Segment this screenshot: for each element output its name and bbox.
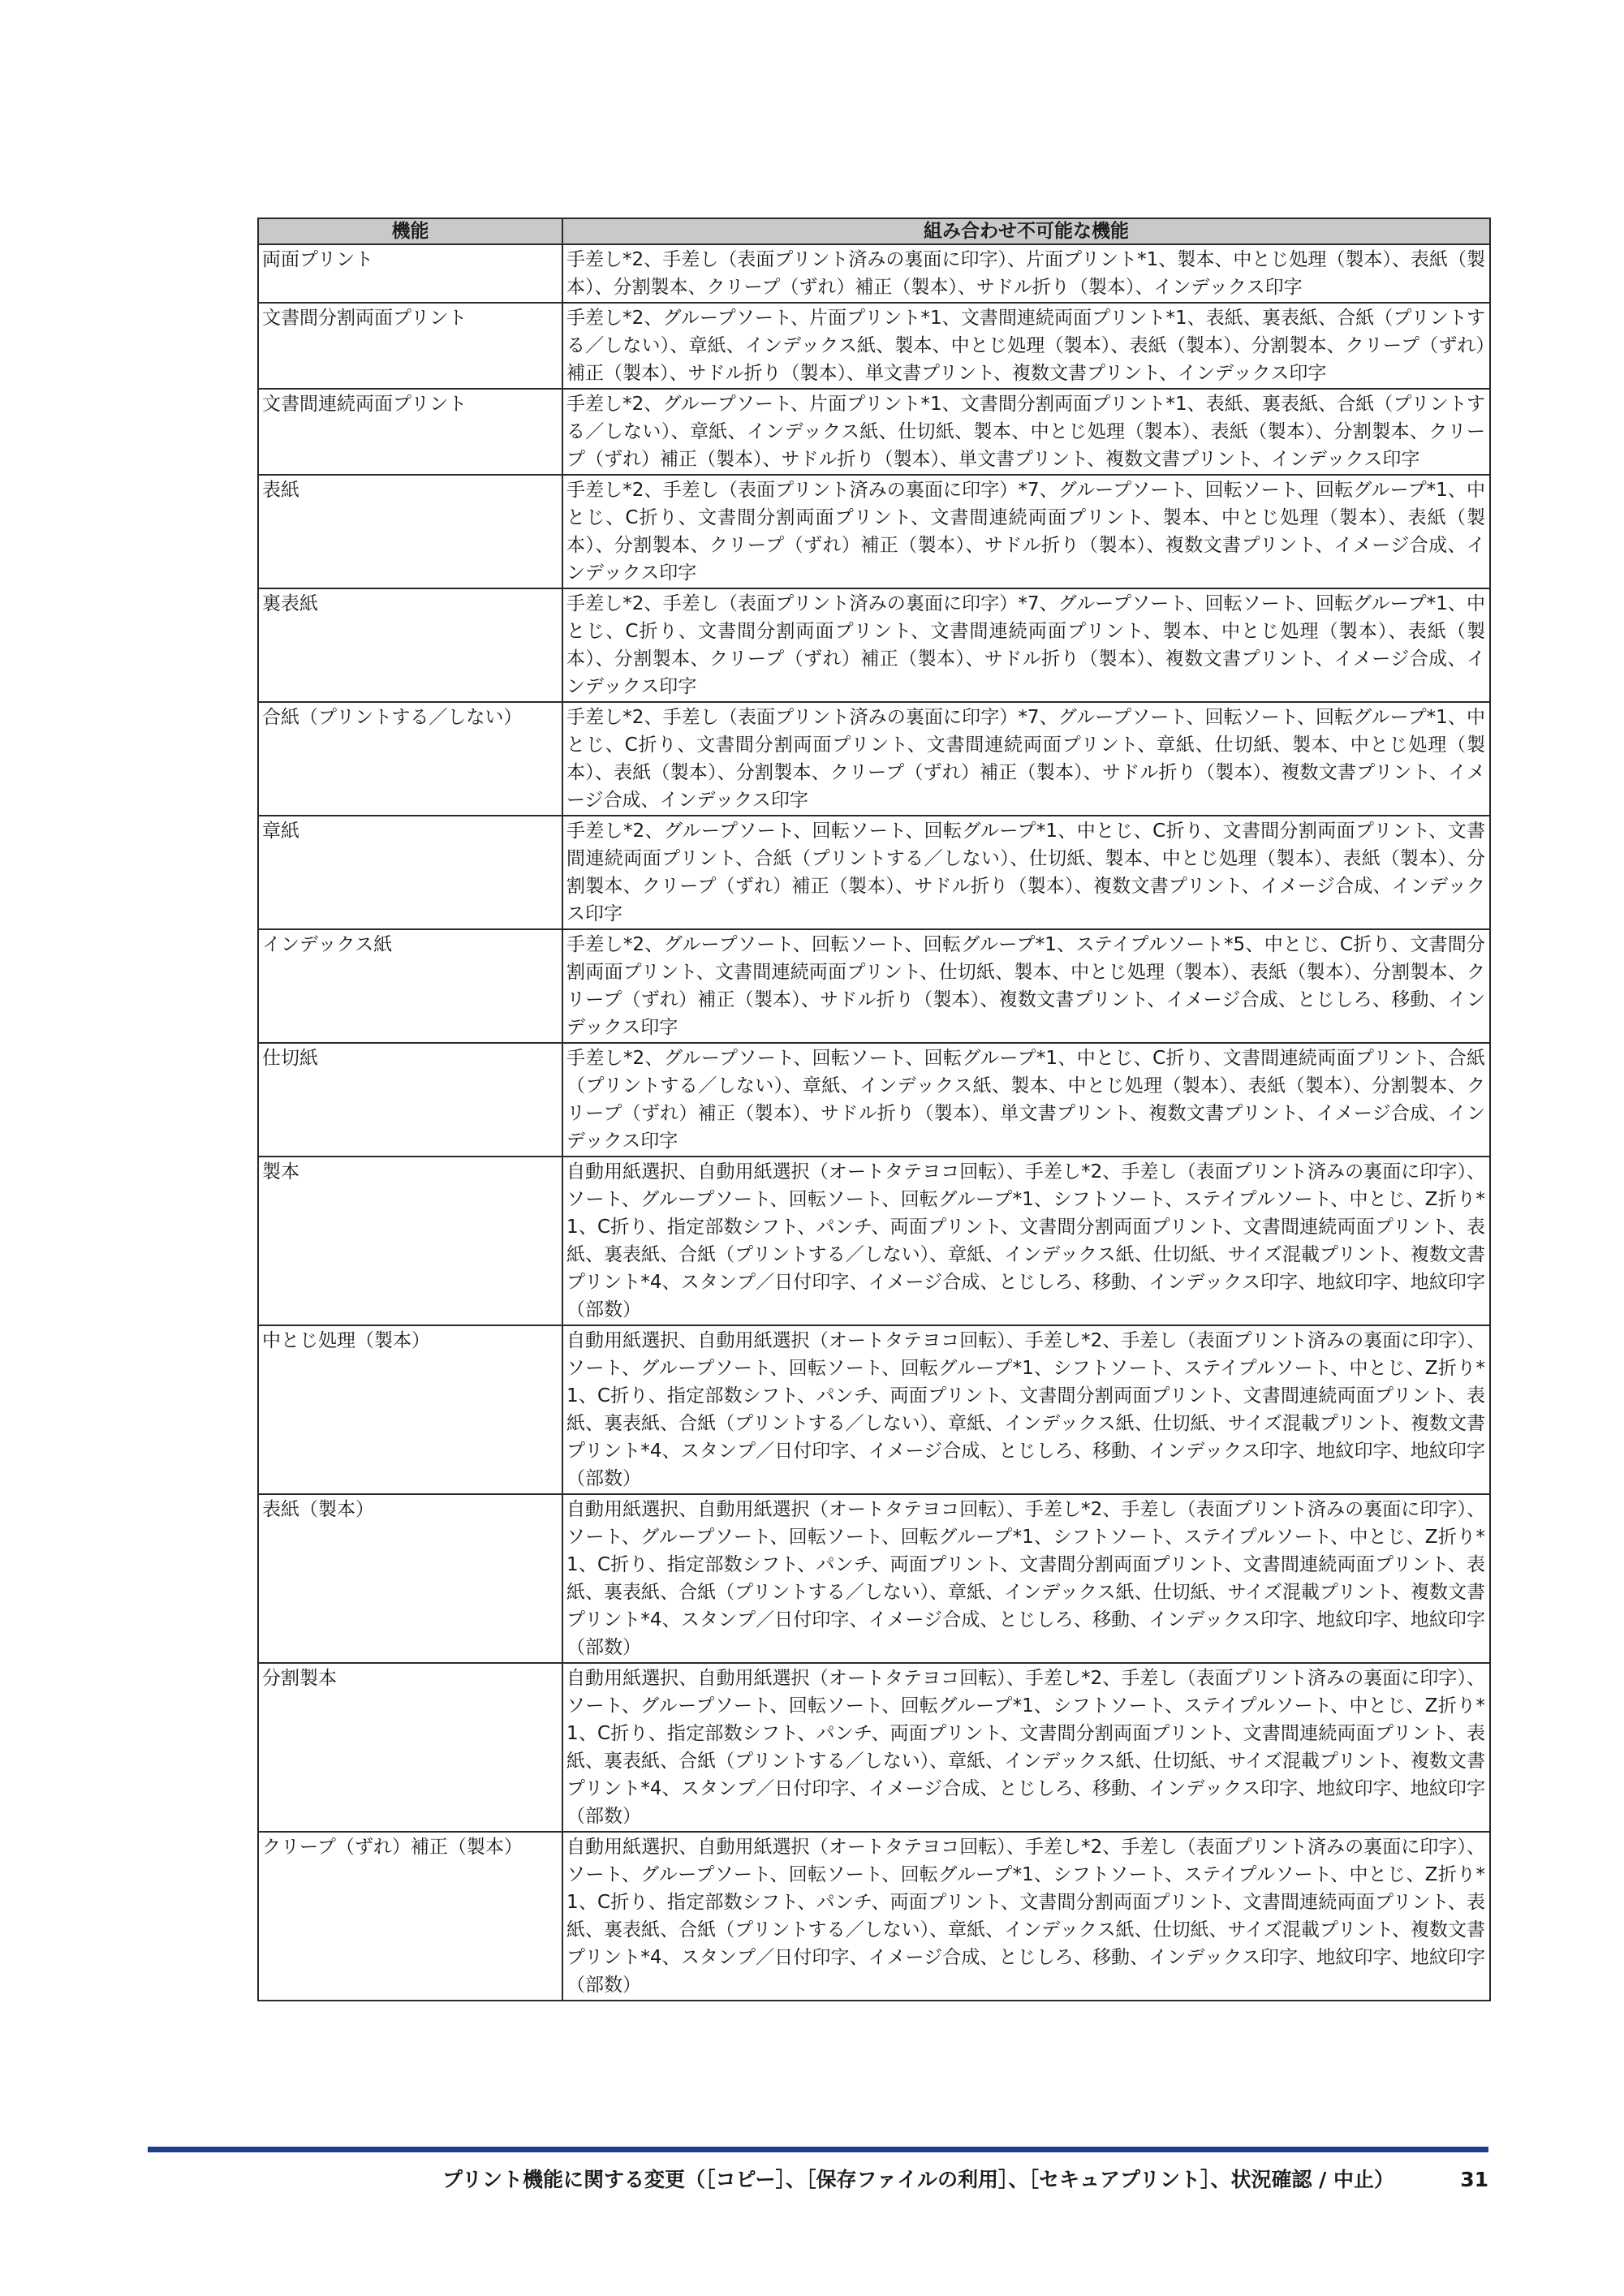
- incompatible-cell: 手差し*2、手差し（表面プリント済みの裏面に印字）*7、グループソート、回転ソート、回転グループ*1、中とじ、C折り、文書間分割両面プリント、文書間連続両面プリント、製本、中とじ処理（製本）、表紙（製本）、分割製本、クリープ（ずれ）補正（製本）、サドル折り（製本）、複数文書プリント、イメージ合成、インデックス印字: [562, 588, 1490, 702]
- incompatible-cell: 手差し*2、グループソート、片面プリント*1、文書間分割両面プリント*1、表紙、裏表紙、合紙（プリントする／しない）、章紙、インデックス紙、仕切紙、製本、中とじ処理（製本）、表紙（製本）、分割製本、クリープ（ずれ）補正（製本）、サドル折り（製本）、単文書プリント、複数文書プリント、インデックス印字: [562, 389, 1490, 475]
- table-row: [258, 1157, 1490, 1325]
- page-number: 31: [1460, 2168, 1488, 2191]
- table-row: [258, 244, 1490, 303]
- incompatible-cell: 自動用紙選択、自動用紙選択（オートタテヨコ回転）、手差し*2、手差し（表面プリント済みの裏面に印字）、ソート、グループソート、回転ソート、回転グループ*1、シフトソート、ステイプルソート、中とじ、Z折り*1、C折り、指定部数シフト、パンチ、両面プリント、文書間分割両面プリント、文書間連続両面プリント、表紙、裏表紙、合紙（プリントする／しない）、章紙、インデックス紙、仕切紙、サイズ混載プリント、複数文書プリント*4、スタンプ／日付印字、イメージ合成、とじしろ、移動、インデックス印字、地紋印字、地紋印字（部数）: [562, 1157, 1490, 1325]
- incompatible-cell: 手差し*2、グループソート、回転ソート、回転グループ*1、中とじ、C折り、文書間連続両面プリント、合紙（プリントする／しない）、章紙、インデックス紙、製本、中とじ処理（製本）、表紙（製本）、分割製本、クリープ（ずれ）補正（製本）、サドル折り（製本）、単文書プリント、複数文書プリント、イメージ合成、インデックス印字: [562, 1043, 1490, 1157]
- header-incompatible: 組み合わせ不可能な機能: [562, 218, 1490, 244]
- table-row: [258, 1663, 1490, 1832]
- footer-divider: [148, 2147, 1488, 2152]
- feature-cell: 表紙（製本）: [258, 1494, 562, 1663]
- feature-cell: 製本: [258, 1157, 562, 1325]
- incompatible-cell: 自動用紙選択、自動用紙選択（オートタテヨコ回転）、手差し*2、手差し（表面プリント済みの裏面に印字）、ソート、グループソート、回転ソート、回転グループ*1、シフトソート、ステイプルソート、中とじ、Z折り*1、C折り、指定部数シフト、パンチ、両面プリント、文書間分割両面プリント、文書間連続両面プリント、表紙、裏表紙、合紙（プリントする／しない）、章紙、インデックス紙、仕切紙、サイズ混載プリント、複数文書プリント*4、スタンプ／日付印字、イメージ合成、とじしろ、移動、インデックス印字、地紋印字、地紋印字（部数）: [562, 1832, 1490, 2001]
- feature-cell: 文書間連続両面プリント: [258, 389, 562, 475]
- incompatible-cell: 手差し*2、グループソート、片面プリント*1、文書間連続両面プリント*1、表紙、裏表紙、合紙（プリントする／しない）、章紙、インデックス紙、製本、中とじ処理（製本）、表紙（製本）、分割製本、クリープ（ずれ）補正（製本）、サドル折り（製本）、単文書プリント、複数文書プリント、インデックス印字: [562, 303, 1490, 389]
- feature-cell: 中とじ処理（製本）: [258, 1325, 562, 1494]
- feature-cell: 両面プリント: [258, 244, 562, 303]
- incompatible-cell: 自動用紙選択、自動用紙選択（オートタテヨコ回転）、手差し*2、手差し（表面プリント済みの裏面に印字）、ソート、グループソート、回転ソート、回転グループ*1、シフトソート、ステイプルソート、中とじ、Z折り*1、C折り、指定部数シフト、パンチ、両面プリント、文書間分割両面プリント、文書間連続両面プリント、表紙、裏表紙、合紙（プリントする／しない）、章紙、インデックス紙、仕切紙、サイズ混載プリント、複数文書プリント*4、スタンプ／日付印字、イメージ合成、とじしろ、移動、インデックス印字、地紋印字、地紋印字（部数）: [562, 1494, 1490, 1663]
- incompatible-cell: 自動用紙選択、自動用紙選択（オートタテヨコ回転）、手差し*2、手差し（表面プリント済みの裏面に印字）、ソート、グループソート、回転ソート、回転グループ*1、シフトソート、ステイプルソート、中とじ、Z折り*1、C折り、指定部数シフト、パンチ、両面プリント、文書間分割両面プリント、文書間連続両面プリント、表紙、裏表紙、合紙（プリントする／しない）、章紙、インデックス紙、仕切紙、サイズ混載プリント、複数文書プリント*4、スタンプ／日付印字、イメージ合成、とじしろ、移動、インデックス印字、地紋印字、地紋印字（部数）: [562, 1325, 1490, 1494]
- feature-cell: 文書間分割両面プリント: [258, 303, 562, 389]
- feature-cell: インデックス紙: [258, 929, 562, 1043]
- incompatible-cell: 手差し*2、手差し（表面プリント済みの裏面に印字）*7、グループソート、回転ソート、回転グループ*1、中とじ、C折り、文書間分割両面プリント、文書間連続両面プリント、製本、中とじ処理（製本）、表紙（製本）、分割製本、クリープ（ずれ）補正（製本）、サドル折り（製本）、複数文書プリント、イメージ合成、インデックス印字: [562, 475, 1490, 588]
- table-row: [258, 1832, 1490, 2001]
- table-row: [258, 1043, 1490, 1157]
- table-header-row: [258, 218, 1490, 244]
- table-row: [258, 702, 1490, 816]
- header-feature: 機能: [258, 218, 562, 244]
- feature-cell: 合紙（プリントする／しない）: [258, 702, 562, 816]
- incompatible-cell: 手差し*2、グループソート、回転ソート、回転グループ*1、ステイプルソート*5、中とじ、C折り、文書間分割両面プリント、文書間連続両面プリント、仕切紙、製本、中とじ処理（製本）、表紙（製本）、分割製本、クリープ（ずれ）補正（製本）、サドル折り（製本）、複数文書プリント、イメージ合成、とじしろ、移動、インデックス印字: [562, 929, 1490, 1043]
- table-row: [258, 816, 1490, 929]
- footer-section-title: プリント機能に関する変更（［コピー］、［保存ファイルの利用］、［セキュアプリント］、状況確認 / 中止）: [442, 2168, 1394, 2191]
- incompatible-cell: 手差し*2、手差し（表面プリント済みの裏面に印字）*7、グループソート、回転ソート、回転グループ*1、中とじ、C折り、文書間分割両面プリント、文書間連続両面プリント、章紙、仕切紙、製本、中とじ処理（製本）、表紙（製本）、分割製本、クリープ（ずれ）補正（製本）、サドル折り（製本）、複数文書プリント、イメージ合成、インデックス印字: [562, 702, 1490, 816]
- incompatible-cell: 手差し*2、手差し（表面プリント済みの裏面に印字）、片面プリント*1、製本、中とじ処理（製本）、表紙（製本）、分割製本、クリープ（ずれ）補正（製本）、サドル折り（製本）、インデックス印字: [562, 244, 1490, 303]
- feature-cell: 仕切紙: [258, 1043, 562, 1157]
- table-row: [258, 303, 1490, 389]
- table-row: [258, 588, 1490, 702]
- feature-cell: 表紙: [258, 475, 562, 588]
- table-row: [258, 1494, 1490, 1663]
- feature-cell: クリープ（ずれ）補正（製本）: [258, 1832, 562, 2001]
- feature-cell: 分割製本: [258, 1663, 562, 1832]
- table-row: [258, 1325, 1490, 1494]
- incompatible-cell: 自動用紙選択、自動用紙選択（オートタテヨコ回転）、手差し*2、手差し（表面プリント済みの裏面に印字）、ソート、グループソート、回転ソート、回転グループ*1、シフトソート、ステイプルソート、中とじ、Z折り*1、C折り、指定部数シフト、パンチ、両面プリント、文書間分割両面プリント、文書間連続両面プリント、表紙、裏表紙、合紙（プリントする／しない）、章紙、インデックス紙、仕切紙、サイズ混載プリント、複数文書プリント*4、スタンプ／日付印字、イメージ合成、とじしろ、移動、インデックス印字、地紋印字、地紋印字（部数）: [562, 1663, 1490, 1832]
- table-row: [258, 389, 1490, 475]
- incompatible-functions-table: [257, 218, 1491, 2001]
- table-row: [258, 475, 1490, 588]
- table-row: [258, 929, 1490, 1043]
- feature-cell: 裏表紙: [258, 588, 562, 702]
- feature-cell: 章紙: [258, 816, 562, 929]
- incompatible-cell: 手差し*2、グループソート、回転ソート、回転グループ*1、中とじ、C折り、文書間分割両面プリント、文書間連続両面プリント、合紙（プリントする／しない）、仕切紙、製本、中とじ処理（製本）、表紙（製本）、分割製本、クリープ（ずれ）補正（製本）、サドル折り（製本）、複数文書プリント、イメージ合成、インデックス印字: [562, 816, 1490, 929]
